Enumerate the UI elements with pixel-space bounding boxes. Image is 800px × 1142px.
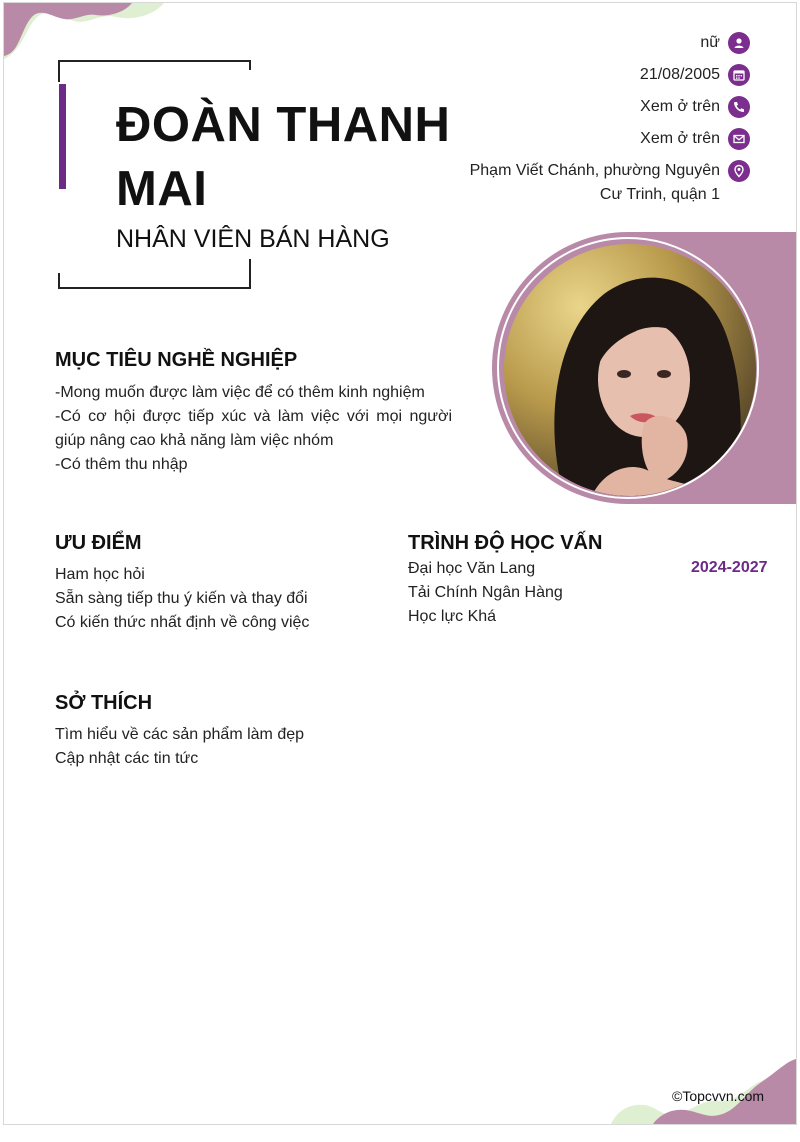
education-title: TRÌNH ĐỘ HỌC VẤN xyxy=(408,532,603,554)
candidate-name: ĐOÀN THANH MAI xyxy=(116,98,451,216)
hobbies-title: SỞ THÍCH xyxy=(55,692,153,714)
education-details xyxy=(408,557,678,629)
objective-line: -Mong muốn được làm việc để có thêm kinh nghiệm xyxy=(55,384,425,401)
cv-page xyxy=(3,2,797,1125)
strength-item: Ham học hỏi xyxy=(55,566,145,583)
education-grade: Học lực Khá xyxy=(408,608,497,625)
job-title: NHÂN VIÊN BÁN HÀNG xyxy=(116,225,390,253)
hobby-item: Cập nhật các tin tức xyxy=(55,750,199,767)
strengths-title: ƯU ĐIỂM xyxy=(55,532,142,554)
profile-photo xyxy=(504,244,756,496)
school-name: Đại học Văn Lang xyxy=(408,560,536,577)
copyright-text[interactable]: ©Topcvvn.com xyxy=(672,1088,765,1104)
strengths-list xyxy=(55,563,317,635)
top-left-blob xyxy=(4,3,174,63)
hobby-item: Tìm hiểu về các sản phẩm làm đẹp xyxy=(55,726,305,743)
contact-address xyxy=(420,159,750,207)
contact-gender xyxy=(420,31,750,55)
contact-phone xyxy=(420,95,750,119)
objective-line: -Có cơ hội được tiếp xúc và làm việc với mọi người giúp nâng cao khả năng làm việc nhóm xyxy=(55,408,452,449)
strength-item: Sẵn sàng tiếp thu ý kiến và thay đổi xyxy=(55,590,308,607)
user-icon xyxy=(728,32,750,54)
address-text: Phạm Viết Chánh, phường Nguyên Cư Trinh, quận 1 xyxy=(469,162,720,203)
location-icon xyxy=(728,160,750,182)
name-accent-bar xyxy=(59,84,66,189)
objective-text xyxy=(55,381,452,477)
contact-email xyxy=(420,127,750,151)
contact-list xyxy=(420,31,750,215)
email-text: Xem ở trên xyxy=(640,130,720,147)
education-major: Tải Chính Ngân Hàng xyxy=(408,584,563,601)
calendar-icon xyxy=(728,64,750,86)
phone-text: Xem ở trên xyxy=(640,98,720,115)
gender-text: nữ xyxy=(700,34,720,51)
mail-icon xyxy=(728,128,750,150)
phone-icon xyxy=(728,96,750,118)
objective-title: MỤC TIÊU NGHỀ NGHIỆP xyxy=(55,349,298,371)
education-years: 2024-2027 xyxy=(691,559,768,576)
contact-birthday xyxy=(420,63,750,87)
strength-item: Có kiến thức nhất định về công việc xyxy=(55,614,310,631)
objective-line: -Có thêm thu nhập xyxy=(55,456,188,473)
birthday-text: 21/08/2005 xyxy=(639,66,720,83)
hobbies-list xyxy=(55,723,317,771)
